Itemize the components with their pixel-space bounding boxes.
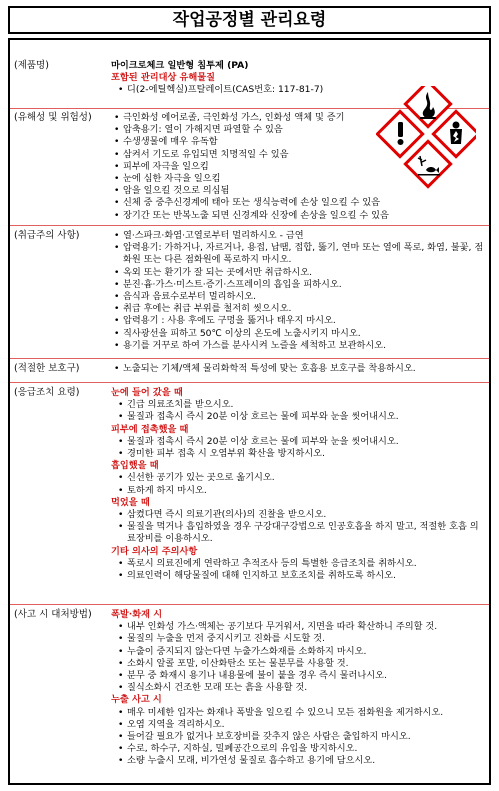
list-item: • 긴급 의료조치를 받으시오. (111, 399, 485, 411)
list-item: • 경미한 피부 접촉 시 오염부위 확산을 방지하시오. (111, 448, 485, 460)
accident-label: (사고 시 대처방법) (14, 609, 92, 620)
list-item: • 장기간 또는 반복노출 되면 신경계와 신장에 손상을 일으킬 수 있음 (111, 210, 485, 222)
divider (10, 358, 489, 359)
list-item: • 취급 후에는 취급 부위를 철저히 씻으시오. (111, 303, 485, 315)
list-item: • 피부에 자극을 일으킴 (111, 161, 485, 173)
list-item: • 디(2-에틸헥실)프탈레이트(CAS번호: 117-81-7) (111, 84, 485, 96)
list-item: • 소량 누출시 모래, 비가연성 물질로 흡수하고 용기에 담으시오. (111, 755, 485, 767)
divider (10, 225, 489, 226)
list-item: • 수로, 하수구, 지하실, 밀폐공간으로의 유입을 방지하시오. (111, 743, 485, 755)
list-item: • 매우 미세한 입자는 화재나 폭발을 일으킬 수 있으니 모든 점화원을 제거하시오. (111, 707, 485, 719)
list-item: • 폭로시 의료진에게 연락하고 추적조사 등의 특별한 응급조치를 취하시오. (111, 558, 485, 570)
list-item: • 분무 중 화재시 용기나 내용물에 불이 붙을 경우 즉시 물러나시오. (111, 670, 485, 682)
list-item: • 의료인력이 해당물질에 대해 인지하고 보호조치를 취하도록 하시오. (111, 570, 485, 582)
list-item: • 들어갈 필요가 없거나 보호장비를 갖추지 않은 사람은 출입하지 마시오. (111, 731, 485, 743)
list-item: • 물질을 먹거나 흡입하였을 경우 구강대구강법으로 인공호흡을 하지 말고, 적절한 호흡 의료장비를 이용하시오. (111, 521, 485, 545)
guide-frame (8, 38, 491, 785)
list-item: • 물질의 누출을 먼저 중지시키고 진화를 시도할 것. (111, 633, 485, 645)
flame-pictogram-icon (405, 86, 450, 127)
hazards-label: (유해성 및 위험성) (14, 112, 92, 123)
list-item: • 극인화성 에어로졸, 극인화성 가스, 인화성 액체 및 증기 (111, 112, 485, 124)
list-item: • 내부 인화성 가스·액체는 공기보다 무거워서, 지면을 따라 확산하니 주의할 것. (111, 621, 485, 633)
ghs-pictograms (376, 86, 476, 196)
list-item: • 암을 일으킬 것으로 의심됨 (111, 185, 485, 197)
list-item: • 물질과 접촉시 즉시 20분 이상 흐르는 물에 피부와 눈을 씻어내시오. (111, 436, 485, 448)
list-item: • 질식소화시 건조한 모래 또는 흙을 사용할 것. (111, 682, 485, 694)
list-item: • 신체 중 중추신경계에 태아 또는 생식능력에 손상 일으킬 수 있음 (111, 197, 485, 209)
accident-heading: 폭발·화재 시 (111, 609, 163, 620)
list-item: • 용기를 거꾸로 하여 가스를 분사시켜 노즐을 세척하고 보관하시오. (111, 340, 485, 352)
list-item: • 누출이 중지되지 않는다면 누출가스화재를 소화하지 마시오. (111, 646, 485, 658)
accident-heading: 누출 사고 시 (111, 694, 162, 706)
list-item: • 옥외 또는 환기가 잘 되는 곳에서만 취급하시오. (111, 267, 485, 279)
list-item: • 소화시 알콜 포말, 이산화탄소 또는 물분무를 사용할 것. (111, 658, 485, 670)
list-item: • 물질과 접촉시 즉시 20분 이상 흐르는 물에 피부와 눈을 씻어내시오. (111, 411, 485, 423)
list-item: • 노출되는 기체/액체 물리화학적 특성에 맞는 호흡용 보호구를 착용하시오. (111, 363, 485, 375)
environment-pictogram-icon (405, 141, 450, 186)
first-aid-heading: 흡입했을 때 (111, 460, 159, 472)
list-item: • 토하게 하지 마시오. (111, 485, 485, 497)
first-aid-label: (응급조치 요령) (14, 387, 80, 398)
first-aid-heading: 피부에 접촉했을 때 (111, 423, 189, 435)
first-aid-heading: 먹었을 때 (111, 496, 150, 508)
health-hazard-pictogram-icon (433, 111, 476, 156)
precautions-label: (취급주의 사항) (14, 230, 80, 241)
list-item: • 삼켰다면 즉시 의료기관(의사)의 진찰을 받으시오. (111, 509, 485, 521)
first-aid-heading: 눈에 들어 갔을 때 (111, 387, 183, 398)
list-item: • 신선한 공기가 있는 곳으로 옮기시오. (111, 472, 485, 484)
list-item: • 삼켜서 기도로 유입되면 치명적일 수 있음 (111, 149, 485, 161)
list-item: • 분진·흄·가스·미스트·증기·스프레이의 흡입을 피하시오. (111, 279, 485, 291)
list-item: • 압력용기 : 사용 후에도 구멍을 뚫거나 태우지 마시오. (111, 315, 485, 327)
list-item: • 수생생물에 매우 유독함 (111, 136, 485, 148)
hazard-substance-heading: 포함된 관리대상 유해물질 (111, 72, 216, 84)
first-aid-heading: 기타 의사의 주의사항 (111, 545, 198, 557)
list-item: • 열·스파크·화염·고열로부터 멀리하시오 - 금연 (111, 230, 485, 242)
list-item: • 압축용기: 열이 가해지면 파열할 수 있음 (111, 124, 485, 136)
list-item: • 음식과 음료수로부터 멀리하시오. (111, 291, 485, 303)
exclamation-pictogram-icon (377, 111, 422, 156)
protection-label: (적절한 보호구) (14, 363, 80, 374)
page-title: 작업공정별 관리요령 (8, 6, 491, 34)
list-item: • 직사광선을 피하고 50℃ 이상의 온도에 노출시키지 마시오. (111, 328, 485, 340)
divider (10, 382, 489, 383)
list-item: • 압력용기: 가하거나, 자르거나, 용접, 납땜, 접합, 뚫기, 연마 또는 열에 폭로, 화염, 불꽃, 점화원 또는 다른 점화원에 폭로하지 마시오. (111, 242, 485, 266)
list-item: • 오염 지역을 격리하시오. (111, 719, 485, 731)
product-name: 마이크로체크 일반형 침투제 (PA) (111, 60, 249, 71)
product-label: (제품명) (14, 60, 49, 71)
list-item: • 눈에 심한 자극을 일으킴 (111, 173, 485, 185)
divider (10, 604, 489, 605)
